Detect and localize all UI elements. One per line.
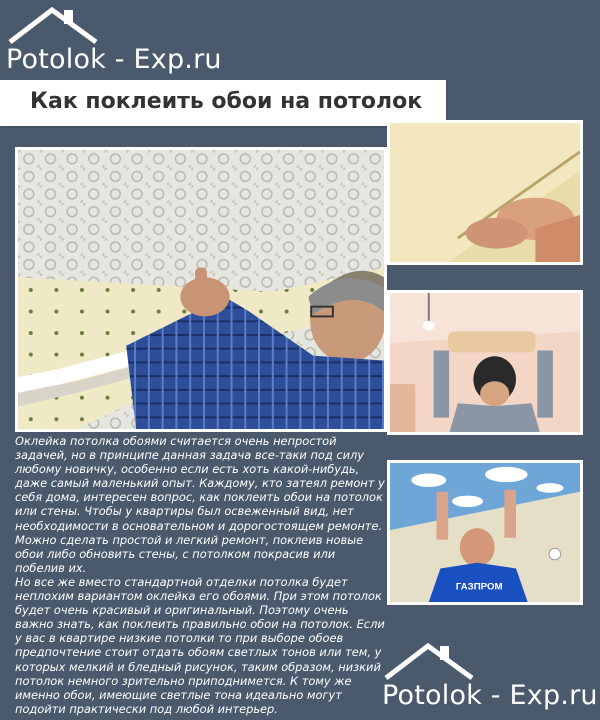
article-paragraph-2: Но все же вместо стандартной отделки потолка будет неплохим вариантом оклейка его обоями. При этом потолок будет очень красивый и оригинальный. Поэтому очень важно знать, как поклеить правильно обои на потолок. Если у вас в квартире низкие потолки то при выборе обоев предпочтение стоит отдать обоям светлых тонов или тем, у которых мелкий и бледный рисунок, таким образом, низкий потолок немного зрительно приподнимется. К тому же именно обои, имеющие светлые тона идеально могут подойти практически под любой интерьер. <box>15 574 385 716</box>
title-bar <box>0 80 446 126</box>
photo-child-sky <box>387 460 583 605</box>
shirt-text: ГАЗПРОМ <box>455 581 503 593</box>
logo-text: Potolok - Exp.ru <box>6 44 222 75</box>
man-rolling-photo <box>390 293 580 432</box>
house-roof-icon <box>382 640 478 684</box>
site-logo[interactable] <box>6 4 222 75</box>
child-sky-photo <box>390 463 580 602</box>
site-logo-bottom[interactable] <box>382 640 598 711</box>
main-photo <box>15 147 387 432</box>
article-body <box>15 434 387 716</box>
hands-smoothing-photo <box>390 123 580 262</box>
article-paragraph-1: Оклейка потолка обоями считается очень непростой задачей, но в принципе данная задача все-таки под силу любому новичку, особенно если есть хоть какой-нибудь, даже самый маленький опыт. Каждому, кто затеял ремонт у себя дома, интересен вопрос, как поклеить обои на потолок или стены. Чтобы у квартиры был освеженный вид, нет необходимости в основательном и дорогостоящем ремонте. Можно сделать простой и легкий ремонт, поклеив новые обои либо обновить стены, с потолком покрасив или побелив их. <box>15 434 385 575</box>
photo-hands-smoothing <box>387 120 583 265</box>
house-roof-icon <box>6 4 102 48</box>
page-title: Как поклеить обои на потолок <box>30 89 423 114</box>
ceiling-wallpaper-photo <box>18 150 384 429</box>
photo-man-rolling <box>387 290 583 435</box>
logo-text-bottom: Potolok - Exp.ru <box>382 680 598 711</box>
